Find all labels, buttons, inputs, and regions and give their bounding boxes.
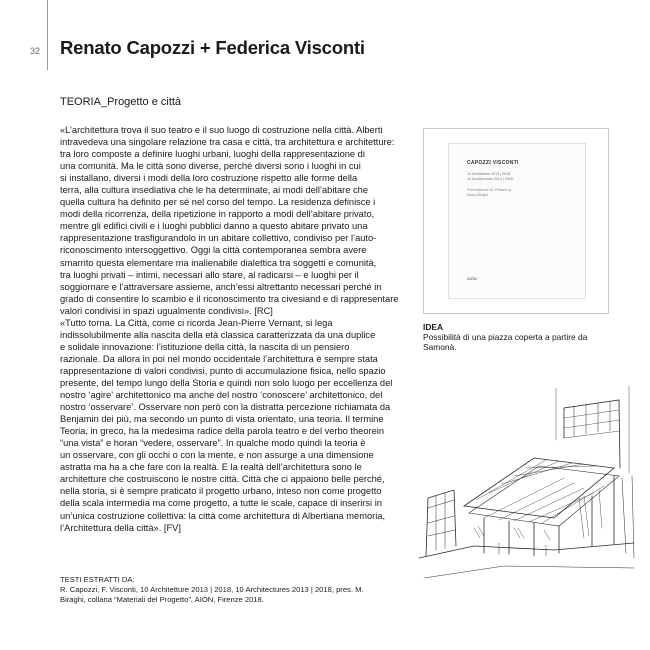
- source-heading: TESTI ESTRATTI DA:: [60, 575, 135, 584]
- body-line: razionale. Da allora in poi nel mondo occidentale l’architettura è sempre stata: [60, 353, 378, 364]
- body-line: indissolubilmente alla nascita della età classica caratterizzata da una duplice: [60, 329, 376, 340]
- book-cover-image: [423, 128, 609, 314]
- idea-heading: IDEA: [423, 322, 444, 332]
- body-line: grado di consentire lo scambio e il riconoscimento tra civesiand e di rappresentare: [60, 293, 399, 304]
- book-title: CAPOZZI VISCONTI: [467, 160, 519, 166]
- body-line: «L’architettura trova il suo teatro e il suo luogo di costruzione nella città. Alberti: [60, 125, 383, 135]
- body-line: mentre gli edifici civili e i luoghi pubblici danno a questo abitare privato una: [60, 221, 368, 232]
- body-line: tra luoghi privati – intimi, necessari allo stare, al radicarsi – e luoghi per il: [60, 269, 359, 280]
- body-text: [60, 124, 412, 534]
- body-line: nostro ‘osservare’. Osservare non però con la distratta percezione richiamata da: [60, 402, 391, 413]
- idea-caption: [423, 322, 613, 353]
- body-line: “una vista” e horan “vedere, osservare”. In qualche modo quindi la teoria è: [60, 438, 366, 449]
- source-note: [60, 575, 364, 605]
- page-number: 32: [30, 46, 41, 56]
- vertical-rule: [47, 0, 48, 70]
- body-line: rappresentazione di valori condivisi, punto di accumulazione fisica, nello spazio: [60, 365, 386, 376]
- body-line: una comunità. Ma le città sono diverse, perché diversi sono i luoghi in cui: [60, 161, 361, 172]
- page-title: Renato Capozzi + Federica Visconti: [60, 37, 365, 58]
- book-cover: [448, 143, 586, 299]
- body-line: valori condivisi in spazi ugualmente condivisi». [RC]: [60, 305, 273, 316]
- idea-text: Possibilità di una piazza coperta a partire da Samonà.: [423, 332, 588, 353]
- body-line: Benjamin dei più, ma secondo un punto di vista orientato, una teoria. Il termine: [60, 414, 384, 425]
- body-line: terra, alla cultura insediativa che le ha determinate, ai modi dell’abitare che: [60, 185, 369, 196]
- book-credit-2: Marco Biraghi: [467, 193, 488, 197]
- body-line: intravedeva una singolare relazione tra casa e città, tra architettura e architetture:: [60, 137, 395, 148]
- body-line: riconoscimento intersoggettivo. Oggi la città contemporanea sembra avere: [60, 245, 367, 256]
- body-line: si installano, diversi i modi della loro costruzione rispetto alle forme della: [60, 173, 358, 184]
- book-publisher: AIÓN: [467, 276, 477, 281]
- body-line: rappresentazione trasfigurandolo in un abitare collettivo, condiviso per l’auto-: [60, 233, 377, 244]
- body-line: nostro ‘agire’ architettonico ma anche del nostro ‘conoscere’ architettonico, del: [60, 390, 383, 401]
- architectural-sketch: [414, 378, 639, 598]
- body-line: un osservare, con gli occhi o con la mente, e non assurge a una dimensione: [60, 450, 374, 461]
- source-line-1: R. Capozzi, F. Visconti, 10 Architetture 2013 | 2018, 10 Architectures 2013 | 2018, pres. M.: [60, 585, 364, 594]
- body-line: un’unica costruzione collettiva: la città come architettura di Albertiana memoria,: [60, 510, 386, 521]
- body-line: presente, del tempo lungo della Storia e quindi non solo luogo per eccellenza del: [60, 377, 393, 388]
- body-line: quella cultura ha definito per sé nel corso del tempo. La residenza definisce i: [60, 197, 376, 208]
- body-line: della scala intermedia ma come progetto, a tutte le scale, capace di inserirsi in: [60, 498, 382, 509]
- body-line: «Tutto torna. La Città, come ci ricorda Jean-Pierre Vernant, si lega: [60, 317, 333, 328]
- body-line: nella storia, si è sempre praticato il progetto urbano, inteso non come progetto: [60, 486, 382, 497]
- book-credit-1: Presentazione di / Preface by: [467, 188, 512, 192]
- body-line: l’Architettura della città». [FV]: [60, 522, 181, 533]
- body-line: astratta ma ha a che fare con la realtà. E la realtà dell’architettura sono le: [60, 462, 362, 473]
- source-line-2: Biraghi, collana “Materiali del Progetto”, AIÓN, Firenze 2018.: [60, 595, 264, 604]
- body-line: smarrito questa elementare ma inalienabile dialettica tra soggetti e comunità,: [60, 257, 377, 268]
- section-heading: TEORIA_Progetto e città: [60, 96, 182, 108]
- body-line: tra loro composte a definire luoghi urbani, luoghi della rappresentazione di: [60, 149, 365, 160]
- book-subtitle-1: 10 Architetture 2013 | 2018: [467, 172, 511, 176]
- body-line: Teoria, in greco, ha la medesima radice della parola teatro e del verbo theorein: [60, 426, 385, 437]
- book-subtitle-2: 10 Architectures 2013 | 2018: [467, 177, 513, 181]
- body-line: architetture che costruiscono le nostre città. Città che ci appaiono belle perché,: [60, 474, 385, 485]
- body-line: modi della ricorrenza, della ripetizione in rapporto a modi dell’abitare privato,: [60, 209, 375, 220]
- body-line: e solidale innovazione: l’istituzione della città, la nascita di un pensiero: [60, 341, 350, 352]
- body-line: soggiornare e l’attraversare assieme, anch’essi altrettanto necessari perché in: [60, 281, 382, 292]
